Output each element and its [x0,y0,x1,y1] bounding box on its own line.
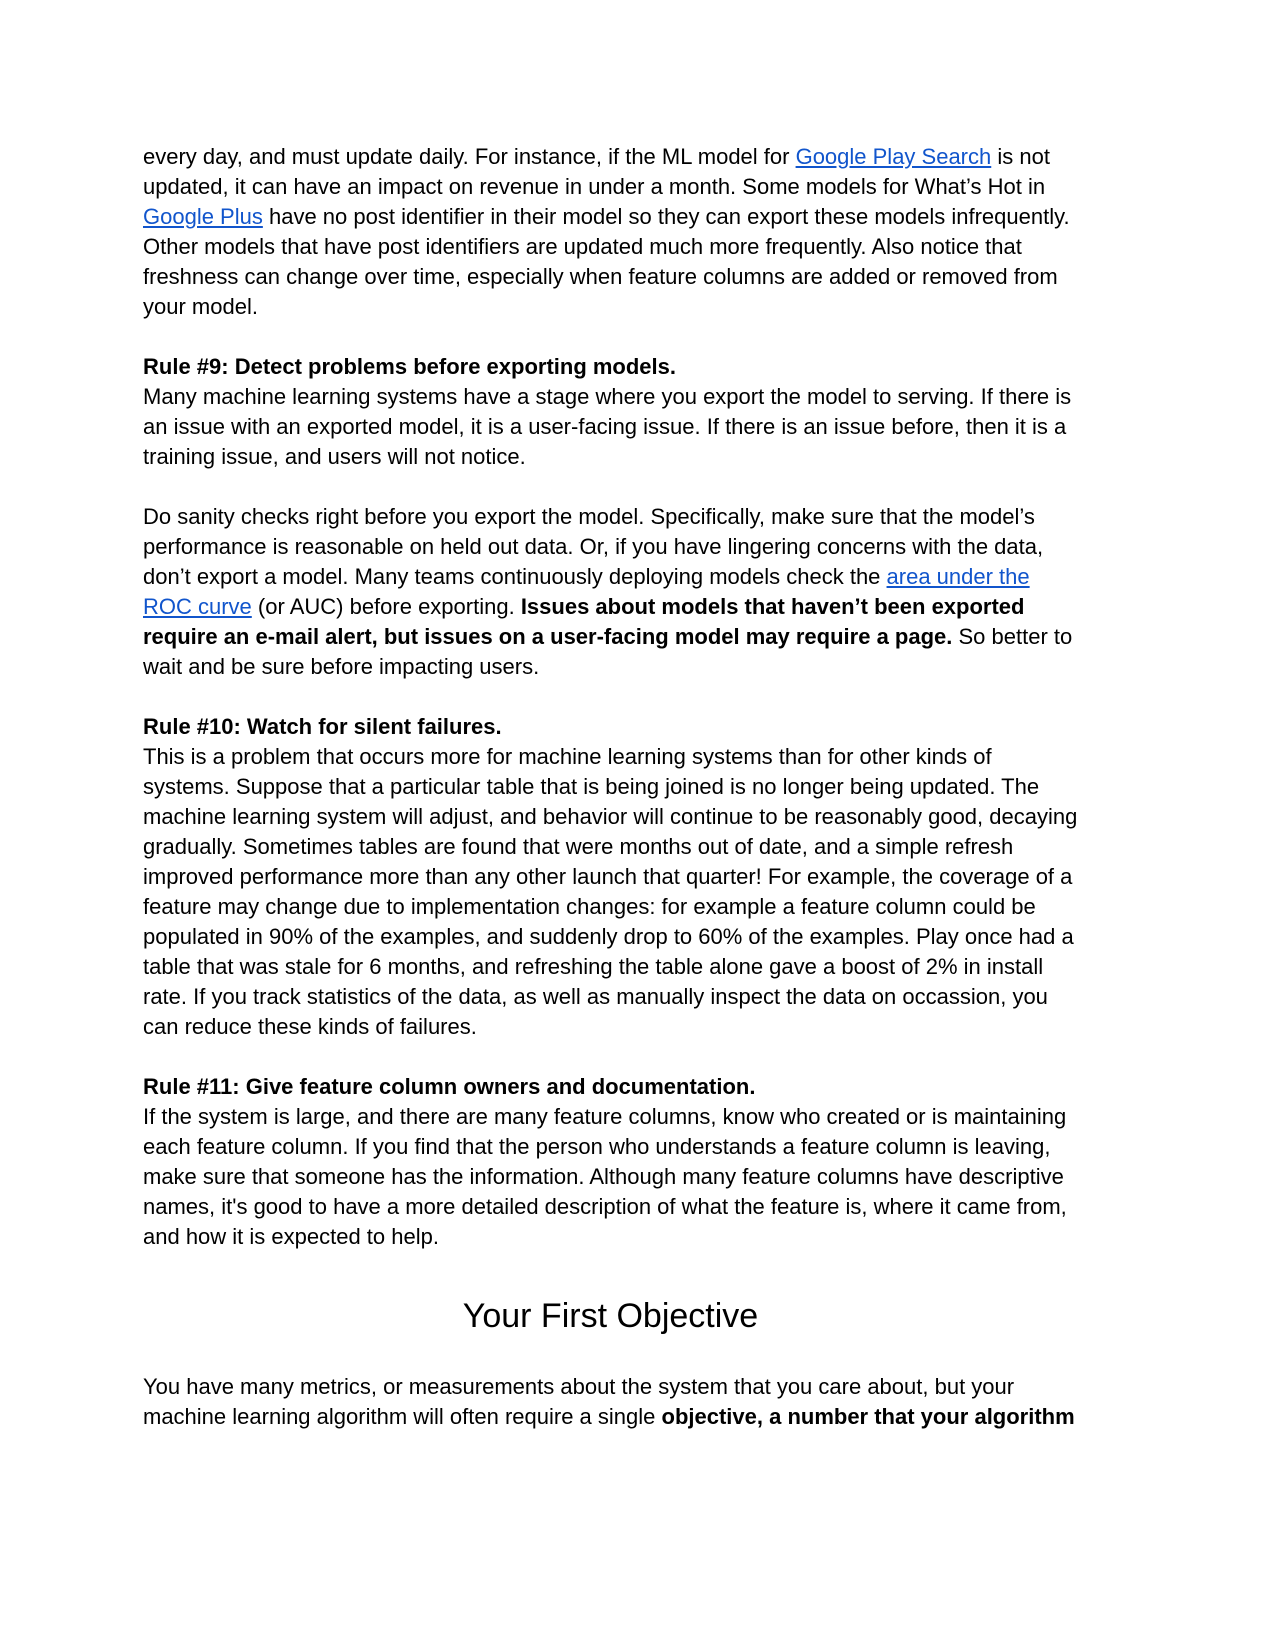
link-google-plus[interactable]: Google Plus [143,204,263,229]
text-run: every day, and must update daily. For instance, if the ML model for [143,144,796,169]
rule11-heading: Rule #11: Give feature column owners and documentation. [143,1074,756,1099]
rule9-paragraph-1 [143,382,1078,472]
text-run: This is a problem that occurs more for machine learning systems than for other kinds of systems. Suppose that a particular table that is being joined is no longer being updated. The machine learning system will adjust, and behavior will continue to be reasonably good, decaying gradually. Sometimes tables are found that were months out of date, and a simple refresh improved performance more than any other launch that quarter! For example, the coverage of a feature may change due to implementation changes: for example a feature column could be populated in 90% of the examples, and suddenly drop to 60% of the examples. Play once had a table that was stale for 6 months, and refreshing the table alone gave a boost of 2% in install rate. If you track statistics of the data, as well as manually inspect the data on occassion, you can reduce these kinds of failures. [143,744,1078,1039]
rule10-heading: Rule #10: Watch for silent failures. [143,714,502,739]
bold-text-run: Issues about models that haven’t been exported require an e-mail alert, but issues on a user-facing model may require a page. [143,594,1025,649]
rule11-paragraph [143,1102,1078,1252]
link-area-under-roc-curve[interactable]: area under the ROC curve [143,564,1030,619]
section-title-your-first-objective: Your First Objective [462,1297,759,1335]
text-run: have no post identifier in their model so they can export these models infrequently. Other models that have post identifiers are updated much more frequently. Also notice that freshness can change over time, especially when feature columns are added or removed from your model. [143,204,1070,319]
rule9-paragraph-2 [143,502,1078,682]
text-run: Do sanity checks right before you export the model. Specifically, make sure that the model’s performance is reasonable on held out data. Or, if you have lingering concerns with the data, don’t export a model. Many teams continuously deploying models check the [143,504,1044,589]
rule10-paragraph [143,742,1078,1042]
text-run: If the system is large, and there are many feature columns, know who created or is maintaining each feature column. If you find that the person who understands a feature column is leaving, make sure that someone has the information. Although many feature columns have descriptive names, it's good to have a more detailed description of what the feature is, where it came from, and how it is expected to help. [143,1104,1067,1249]
text-run: Many machine learning systems have a stage where you export the model to serving. If there is an issue with an exported model, it is a user-facing issue. If there is an issue before, then it is a training issue, and users will not notice. [143,384,1072,469]
text-run: You have many metrics, or measurements about the system that you care about, but your machine learning algorithm will often require a single [143,1374,1015,1429]
text-run: is not updated, it can have an impact on revenue in under a month. Some models for What’s Hot in [143,144,1050,199]
text-run: So better to wait and be sure before impacting users. [143,624,1073,679]
paragraph-freshness [143,142,1078,322]
rule9-heading: Rule #9: Detect problems before exporting models. [143,354,677,379]
text-run: (or AUC) before exporting. [251,594,521,619]
objective-paragraph [143,1372,1078,1432]
bold-text-run: objective, a number that your algorithm [661,1404,1075,1429]
link-google-play-search[interactable]: Google Play Search [795,144,992,169]
